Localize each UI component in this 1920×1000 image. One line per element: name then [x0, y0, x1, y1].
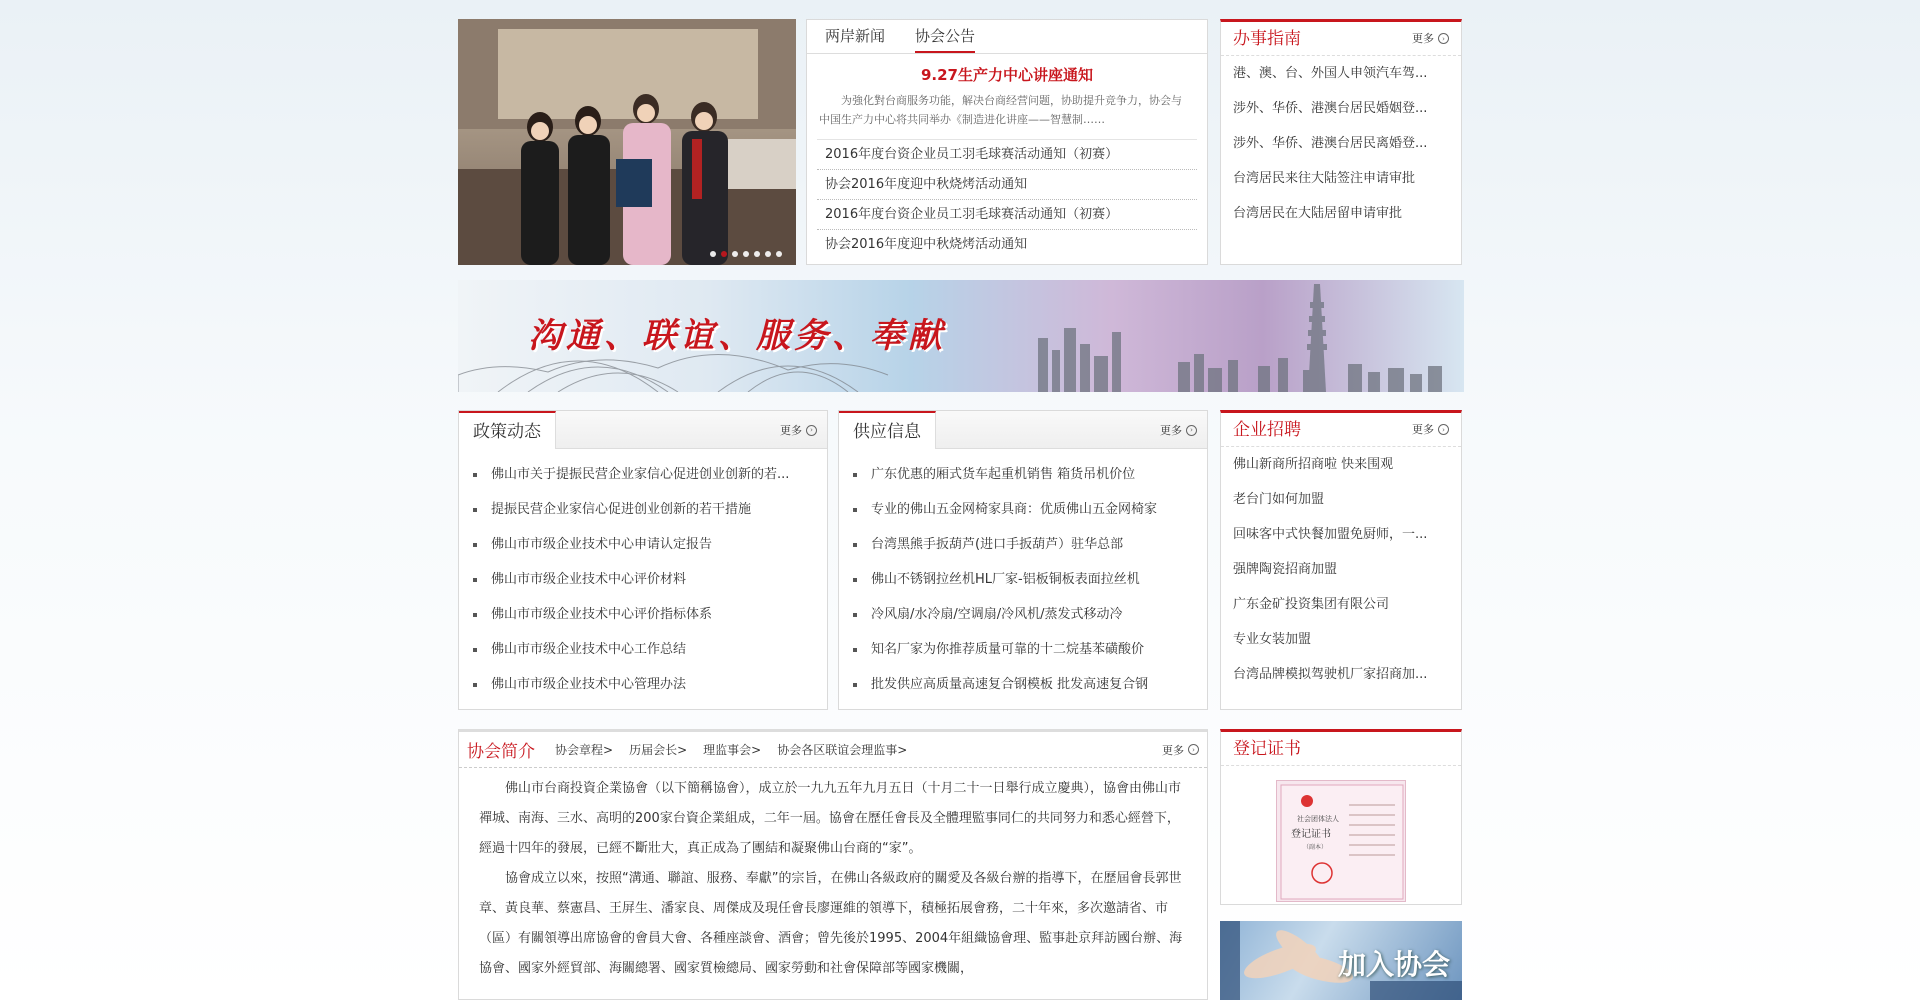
- arrow-circle-icon: ›: [806, 425, 817, 436]
- jobs-title: 企业招聘: [1233, 420, 1301, 440]
- photo-slider[interactable]: [458, 19, 796, 265]
- supply-item[interactable]: 冷风扇/水冷扇/空调扇/冷风机/蒸发式移动冷: [839, 597, 1207, 632]
- about-link-board[interactable]: 理监事会>: [703, 743, 762, 757]
- jobs-list: [1221, 447, 1461, 692]
- supply-item[interactable]: 台湾黑熊手扳葫芦(进口手扳葫芦）驻华总部: [839, 527, 1207, 562]
- policy-title[interactable]: 政策动态: [459, 411, 556, 449]
- news-panel: [806, 19, 1208, 265]
- tab-association-notice[interactable]: 协会公告: [915, 20, 975, 53]
- certificate-title: 登记证书: [1233, 739, 1301, 759]
- guide-list: [1221, 56, 1461, 231]
- more-label: 更多: [1412, 422, 1434, 436]
- supply-item[interactable]: 批发供应高质量高速复合钢模板 批发高速复合钢: [839, 667, 1207, 702]
- arrow-circle-icon: ›: [1438, 424, 1449, 435]
- news-headline[interactable]: 9.27生产力中心讲座通知: [920, 66, 1093, 84]
- more-label: 更多: [1160, 424, 1182, 437]
- slogan-banner: [458, 280, 1464, 392]
- about-paragraph: 佛山市台商投資企業協會（以下簡稱協會），成立於一九九五年九月五日（十月二十一日舉行成立慶典），協會由佛山市禪城、南海、三水、高明的200家台資企業組成，二年一屆。協會在歷任會長及全體理監事同仁的共同努力和悉心經營下，經過十四年的發展，已經不斷壯大，真正成為了團結和凝聚佛山台商的“家”。: [479, 781, 1182, 856]
- slider-dot[interactable]: [732, 251, 738, 257]
- slider-dot[interactable]: [754, 251, 760, 257]
- more-label: 更多: [1162, 743, 1184, 757]
- more-label: 更多: [780, 424, 802, 437]
- news-item[interactable]: 2016年度台资企业员工羽毛球赛活动通知（初赛）: [817, 140, 1197, 170]
- jobs-item[interactable]: 佛山新商所招商啦 快来围观: [1233, 457, 1394, 472]
- policy-item[interactable]: 佛山市市级企业技术中心管理办法: [459, 667, 827, 702]
- policy-item[interactable]: 佛山市关于提振民营企业家信心促进创业创新的若...: [459, 457, 827, 492]
- guide-item[interactable]: 涉外、华侨、港澳台居民离婚登...: [1233, 136, 1428, 151]
- supply-item[interactable]: 知名厂家为你推荐质量可靠的十二烷基苯磺酸价: [839, 632, 1207, 667]
- policy-item[interactable]: 佛山市市级企业技术中心评价材料: [459, 562, 827, 597]
- policy-panel: [458, 410, 828, 710]
- slider-dot[interactable]: [710, 251, 716, 257]
- about-link-district-board[interactable]: 协会各区联谊会理监事>: [777, 743, 908, 757]
- about-title: 协会简介: [467, 742, 535, 762]
- guide-item[interactable]: 台湾居民在大陆居留申请审批: [1233, 206, 1403, 221]
- slider-dot[interactable]: [776, 251, 782, 257]
- news-item[interactable]: 协会2016年度迎中秋烧烤活动通知: [817, 170, 1197, 200]
- slider-photo: [458, 19, 796, 265]
- certificate-org-type: 社会团体法人: [1297, 815, 1339, 823]
- news-tabs: [807, 20, 1207, 54]
- certificate-copy-label: （副本）: [1303, 844, 1328, 851]
- arrow-circle-icon: ›: [1438, 33, 1449, 44]
- news-item[interactable]: 协会2016年度迎中秋烧烤活动通知: [825, 237, 1028, 252]
- about-link-presidents[interactable]: 历届会长>: [629, 743, 688, 757]
- policy-list: [459, 449, 827, 702]
- policy-more-link[interactable]: [780, 422, 817, 438]
- guide-more-link[interactable]: [1412, 22, 1449, 55]
- policy-header: [459, 411, 827, 449]
- about-links: [555, 741, 1162, 758]
- policy-item[interactable]: 佛山市市级企业技术中心工作总结: [459, 632, 827, 667]
- jobs-item[interactable]: 强牌陶瓷招商加盟: [1233, 562, 1338, 577]
- news-summary: 为強化對台商服务功能，解决台商经营问题，协助提升竞争力，协会与中国生产力中心将共同举办《制造进化讲座——智慧制……: [819, 94, 1182, 126]
- supply-item[interactable]: 佛山不锈钢拉丝机HL厂家-铝板铜板表面拉丝机: [839, 562, 1207, 597]
- supply-title[interactable]: 供应信息: [839, 411, 936, 449]
- jobs-item[interactable]: 广东金矿投资集团有限公司: [1233, 597, 1390, 612]
- jobs-item[interactable]: 专业女装加盟: [1233, 632, 1312, 647]
- supply-header: [839, 411, 1207, 449]
- slider-dot[interactable]: [721, 251, 727, 257]
- guide-item[interactable]: 台湾居民来往大陆签注申请审批: [1233, 171, 1416, 186]
- jobs-item[interactable]: 回味客中式快餐加盟免厨师，一...: [1233, 527, 1428, 542]
- about-more-link[interactable]: [1162, 742, 1199, 758]
- guide-item[interactable]: 涉外、华侨、港澳台居民婚姻登...: [1233, 101, 1428, 116]
- supply-panel: [838, 410, 1208, 710]
- guide-panel: [1220, 19, 1462, 265]
- jobs-header: [1221, 413, 1461, 447]
- guide-title: 办事指南: [1233, 29, 1301, 49]
- news-item[interactable]: 2016年度台资企业员工羽毛球赛活动通知（初赛）: [817, 200, 1197, 230]
- guide-item[interactable]: 港、澳、台、外国人申领汽车驾...: [1233, 66, 1428, 81]
- news-list: [817, 139, 1197, 260]
- about-text: [459, 768, 1207, 984]
- slider-dots: [710, 251, 782, 257]
- certificate-heading: 登记证书: [1291, 829, 1331, 840]
- policy-item[interactable]: 佛山市市级企业技术中心申请认定报告: [459, 527, 827, 562]
- certificate-header: [1221, 732, 1461, 766]
- supply-list: [839, 449, 1207, 702]
- arrow-circle-icon: ›: [1186, 425, 1197, 436]
- policy-item[interactable]: 佛山市市级企业技术中心评价指标体系: [459, 597, 827, 632]
- about-link-charter[interactable]: 协会章程>: [555, 743, 614, 757]
- jobs-item[interactable]: 台湾品牌模拟驾驶机厂家招商加...: [1233, 667, 1428, 682]
- join-label: 加入协会: [1337, 948, 1450, 981]
- more-label: 更多: [1412, 31, 1434, 45]
- certificate-panel: [1220, 729, 1462, 905]
- jobs-item[interactable]: 老台门如何加盟: [1233, 492, 1325, 507]
- policy-item[interactable]: 提振民营企业家信心促进创业创新的若干措施: [459, 492, 827, 527]
- about-header: [459, 732, 1207, 768]
- supply-item[interactable]: 专业的佛山五金网椅家具商：优质佛山五金网椅家: [839, 492, 1207, 527]
- join-association-banner[interactable]: [1220, 921, 1462, 1000]
- tab-cross-strait-news[interactable]: 两岸新闻: [825, 27, 886, 45]
- slider-dot[interactable]: [765, 251, 771, 257]
- slider-dot[interactable]: [743, 251, 749, 257]
- about-panel: [458, 729, 1208, 1000]
- supply-item[interactable]: 广东优惠的厢式货车起重机销售 箱货吊机价位: [839, 457, 1207, 492]
- about-paragraph: 協會成立以來，按照“溝通、聯誼、服務、奉獻”的宗旨，在佛山各級政府的關愛及各級台辦的指導下，在歷屆會長郭世章、黃良華、蔡憲昌、王屏生、潘家良、周傑成及現任會長廖運維的領導下，積極拓展會務，二十年來，多次邀請省、市（區）有關領導出席協會的會員大會、各種座談會、酒會；曾先後於1995、2004年組織協會理、監事赴京拜訪國台辦、海協會、國家外經貿部、海關總署、國家質檢總局、國家勞動和社會保障部等國家機關，: [479, 871, 1183, 976]
- supply-more-link[interactable]: [1160, 422, 1197, 438]
- banner-slogan: 沟通、联谊、服务、奉献: [528, 316, 946, 356]
- jobs-panel: [1220, 410, 1462, 710]
- certificate-document-graphic: [1277, 781, 1407, 903]
- certificate-image[interactable]: [1276, 780, 1406, 902]
- jobs-more-link[interactable]: [1412, 413, 1449, 446]
- arrow-circle-icon: ›: [1188, 744, 1199, 755]
- guide-header: [1221, 22, 1461, 56]
